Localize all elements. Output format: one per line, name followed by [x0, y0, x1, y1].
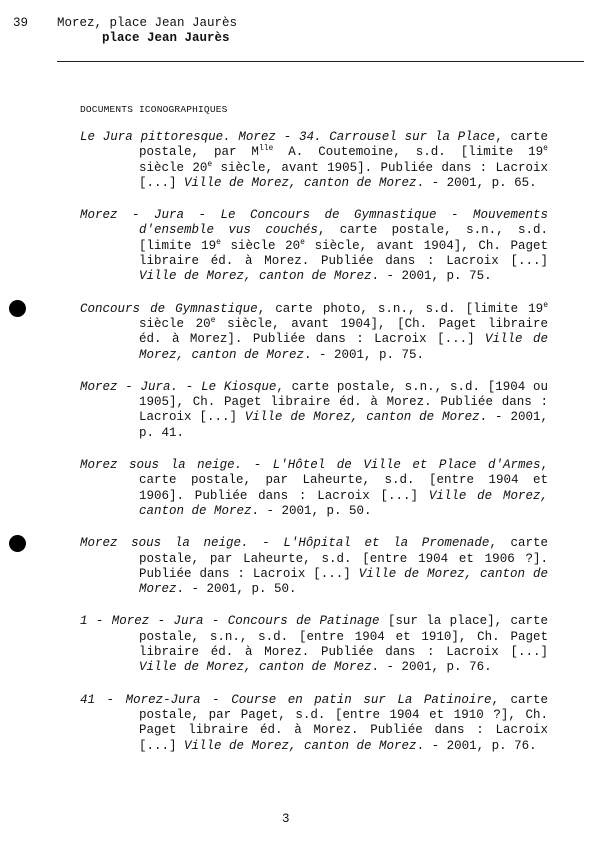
entry-8: 41 - Morez-Jura - Course en patin sur La Patinoire, carte postale, par Paget, s.d. [entre 1904 et 1910 ?], Ch. Paget libraire éd. à Morez. Publiée dans : Lacroix [...] Ville de Morez, canton de Morez. - 2001, p. 76.: [80, 692, 549, 753]
header-subtitle: place Jean Jaurès: [102, 31, 230, 45]
margin-bullet-2: [9, 535, 26, 552]
entry-5: Morez sous la neige. - L'Hôtel de Ville et Place d'Armes, carte postale, par Laheurte, s.d. [entre 1904 et 1906]. Publiée dans : Lacroix [...] Ville de Morez, canton de Morez. - 2001, p. 50.: [80, 458, 548, 518]
notice-number: 39: [13, 16, 29, 30]
entry-3: Concours de Gymnastique, carte photo, s.n., s.d. [limite 19e siècle 20e siècle, avant 1904], [Ch. Paget libraire éd. à Morez]. Publiée dans : Lacroix [...] Ville de Morez, canton de Morez. - 2001, p. 75.: [80, 300, 549, 362]
page-number: 3: [282, 812, 290, 826]
entry-2: Morez - Jura - Le Concours de Gymnastique - Mouvements d'ensemble vus couchés, carte postale, s.n., s.d. [limite 19e siècle 20e siècle, avant 1904], Ch. Paget libraire éd. à Morez. Publiée dans : Lacroix [...] Ville de Morez, canton de Morez. - 2001, p. 75.: [80, 208, 549, 284]
margin-bullet-1: [9, 300, 26, 317]
entry-7: 1 - Morez - Jura - Concours de Patinage [sur la place], carte postale, s.n., s.d. [entre 1904 et 1910], Ch. Paget libraire éd. à Morez. Publiée dans : Lacroix [...] Ville de Morez, canton de Morez. - 2001, p. 76.: [80, 614, 548, 675]
entry-6: Morez sous la neige. - L'Hôpital et la Promenade, carte postale, par Laheurte, s.d. [entre 1904 et 1906 ?]. Publiée dans : Lacroix [...] Ville de Morez, canton de Morez. - 2001, p. 50.: [80, 536, 548, 597]
header-title: Morez, place Jean Jaurès: [57, 16, 238, 30]
header-rule: [57, 61, 584, 62]
entry-1: Le Jura pittoresque. Morez - 34. Carrousel sur la Place, carte postale, par $M^{lle}$ A. Coutemoine, s.d. [limite 19e siècle 20e siècle, avant 1905]. Publiée dans : Lacroix [...] Ville de Morez, canton de Morez. - 2001, p. 65.: [80, 130, 548, 190]
section-title: DOCUMENTS ICONOGRAPHIQUES: [80, 104, 228, 115]
entry-list: [80, 130, 548, 771]
entry-4: Morez - Jura. - Le Kiosque, carte postale, s.n., s.d. [1904 ou 1905], Ch. Paget libraire éd. à Morez. Publiée dans : Lacroix [...] Ville de Morez, canton de Morez. - 2001, p. 41.: [80, 379, 548, 440]
